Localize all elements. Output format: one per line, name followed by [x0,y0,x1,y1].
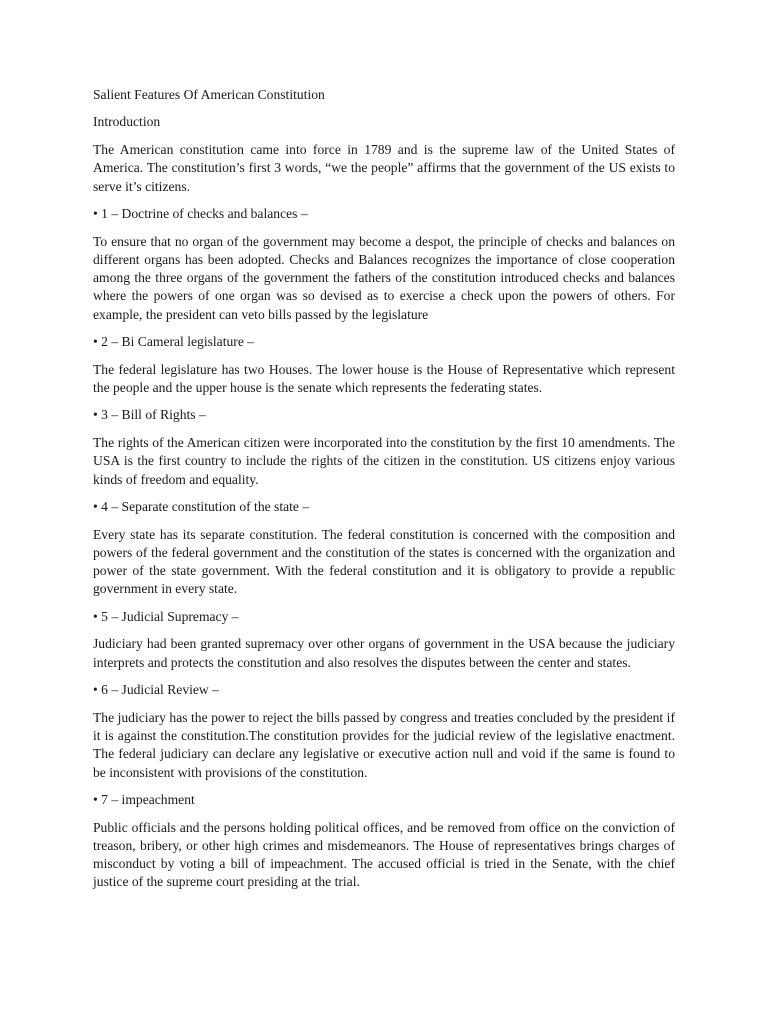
section-heading-judicial-review: • 6 – Judicial Review – [93,682,219,698]
section-body-judicial-review: The judiciary has the power to reject the bills passed by congress and treaties concluded by the president if it is against the constitution.The constitution provides for the judicial review of the legislative enactment. The federal judiciary can declare any legislative or executive action null and void if the same is found to be inconsistent with provisions of the constitution. [93,709,675,780]
section-heading-judicial-supremacy: • 5 – Judicial Supremacy – [93,608,239,624]
section-body-judicial-supremacy: Judiciary had been granted supremacy over other organs of government in the USA because the judiciary interprets and protects the constitution and also resolves the disputes between the center and states. [93,636,675,670]
section-body-state-constitution: Every state has its separate constitution. The federal constitution is concerned with the composition and powers of the federal government and the constitution of the states is concerned with the organization and power of the state government. With the federal constitution and it is obligatory to provide a republic government in every state. [93,526,675,597]
section-body-bicameral: The federal legislature has two Houses. The lower house is the House of Representative which represent the people and the upper house is the senate which represents the federating states. [93,361,675,395]
intro-paragraph: The American constitution came into force in 1789 and is the supreme law of the United States of America. The constitution’s first 3 words, “we the people” affirms that the government of the US exists to serve it’s citizens. [93,141,675,194]
section-body-bill-of-rights: The rights of the American citizen were incorporated into the constitution by the first 10 amendments. The USA is the first country to include the rights of the citizen in the constitution. US citizens enjoy various kinds of freedom and equality. [93,434,675,487]
section-heading-bicameral: • 2 – Bi Cameral legislature – [93,334,255,350]
section-body-impeachment: Public officials and the persons holding political offices, and be removed from office on the conviction of treason, bribery, or other high crimes and misdemeanors. The House of representatives brings charges of misconduct by voting a bill of impeachment. The accused official is tried in the Senate, with the chief justice of the supreme court presiding at the trial. [93,819,675,890]
section-body-checks-balances: To ensure that no organ of the government may become a despot, the principle of checks and balances on different organs has been adopted. Checks and Balances recognizes the importance of close cooperation among the three organs of the government the fathers of the constitution introduced checks and balances where the powers of one organ was so devised as to exercise a check upon the powers of others. For example, the president can veto bills passed by the legislature [93,233,675,322]
document-body [93,86,675,901]
intro-heading: Introduction [93,114,161,130]
section-heading-state-constitution: • 4 – Separate constitution of the state – [93,499,310,515]
document-title: Salient Features Of American Constitution [93,87,325,102]
section-heading-checks-balances: • 1 – Doctrine of checks and balances – [93,206,308,222]
section-heading-impeachment: • 7 – impeachment [93,792,195,808]
section-heading-bill-of-rights: • 3 – Bill of Rights – [93,407,206,423]
